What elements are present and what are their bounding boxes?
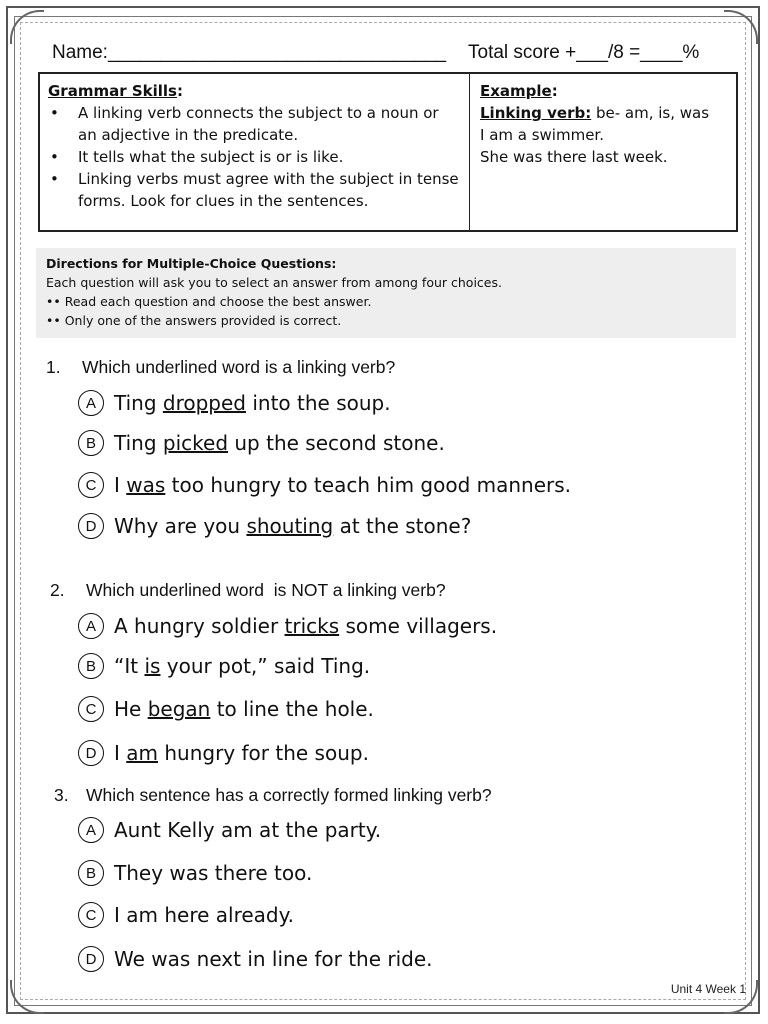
answer-bubble[interactable]: C [78,472,104,498]
q1-choice-c[interactable]: C I was too hungry to teach him good manners. [78,472,571,498]
q3-choice-d[interactable]: D We was next in line for the ride. [78,946,433,972]
grammar-bullet: • A linking verb connects the subject to a noun or an adjective in the predicate. [78,102,461,146]
answer-bubble[interactable]: C [78,696,104,722]
question-text: Which underlined word is a linking verb? [82,357,396,377]
grammar-skills-title: Grammar Skills [48,82,177,100]
answer-bubble[interactable]: D [78,513,104,539]
example-title: Example [480,82,552,100]
q2-choice-c[interactable]: C He began to line the hole. [78,696,374,722]
example-sentence: She was there last week. [480,148,668,166]
question-text: Which underlined word is NOT a linking verb? [86,580,446,600]
q1-choice-b[interactable]: B Ting picked up the second stone. [78,430,445,456]
answer-bubble[interactable]: B [78,430,104,456]
directions-line: Each question will ask you to select an answer from among four choices. [46,275,502,290]
answer-bubble[interactable]: A [78,390,104,416]
answer-bubble[interactable]: D [78,740,104,766]
question-3: 3. Which sentence has a correctly formed linking verb? [54,785,492,805]
question-2: 2. Which underlined word is NOT a linking verb? [50,580,446,600]
grammar-bullet: • It tells what the subject is or is like. [78,146,461,168]
directions-title: Directions for Multiple-Choice Questions: [46,256,337,271]
question-text: Which sentence has a correctly formed linking verb? [86,785,492,805]
directions-line: •• Read each question and choose the best answer. [46,294,372,309]
total-score-field[interactable]: Total score +___/8 =____% [468,42,700,63]
grammar-skills-list [48,102,461,212]
example-sentence: I am a swimmer. [480,126,604,144]
name-field[interactable]: Name:________________________________ [52,42,447,63]
answer-bubble[interactable]: A [78,613,104,639]
q2-choice-d[interactable]: D I am hungry for the soup. [78,740,369,766]
answer-bubble[interactable]: A [78,817,104,843]
directions-box [36,248,736,338]
grammar-bullet: • Linking verbs must agree with the subject in tense forms. Look for clues in the sentences. [78,168,461,212]
example-panel: Example: Linking verb: be- am, is, was I am a swimmer. She was there last week. [470,74,736,230]
answer-bubble[interactable]: B [78,860,104,886]
directions-line: •• Only one of the answers provided is correct. [46,313,342,328]
q3-choice-b[interactable]: B They was there too. [78,860,312,886]
grammar-skills-box [38,72,738,232]
header-row [52,42,722,70]
q2-choice-b[interactable]: B “It is your pot,” said Ting. [78,653,370,679]
q3-choice-c[interactable]: C I am here already. [78,902,294,928]
q1-choice-a[interactable]: A Ting dropped into the soup. [78,390,391,416]
answer-bubble[interactable]: D [78,946,104,972]
question-1: 1. Which underlined word is a linking verb? [46,357,396,377]
footer-unit-label: Unit 4 Week 1 [670,982,746,996]
q2-choice-a[interactable]: A A hungry soldier tricks some villagers. [78,613,497,639]
q1-choice-d[interactable]: D Why are you shouting at the stone? [78,513,471,539]
grammar-skills-panel: Grammar Skills: • A linking verb connects the subject to a noun or an adjective in the predicate. • It tells what the subject is or is like. • Linking verbs must agree with the subject in tense forms. Look for clues in the sentences. [40,74,470,230]
answer-bubble[interactable]: C [78,902,104,928]
answer-bubble[interactable]: B [78,653,104,679]
example-definition: Linking verb: be- am, is, was [480,104,710,122]
q3-choice-a[interactable]: A Aunt Kelly am at the party. [78,817,381,843]
